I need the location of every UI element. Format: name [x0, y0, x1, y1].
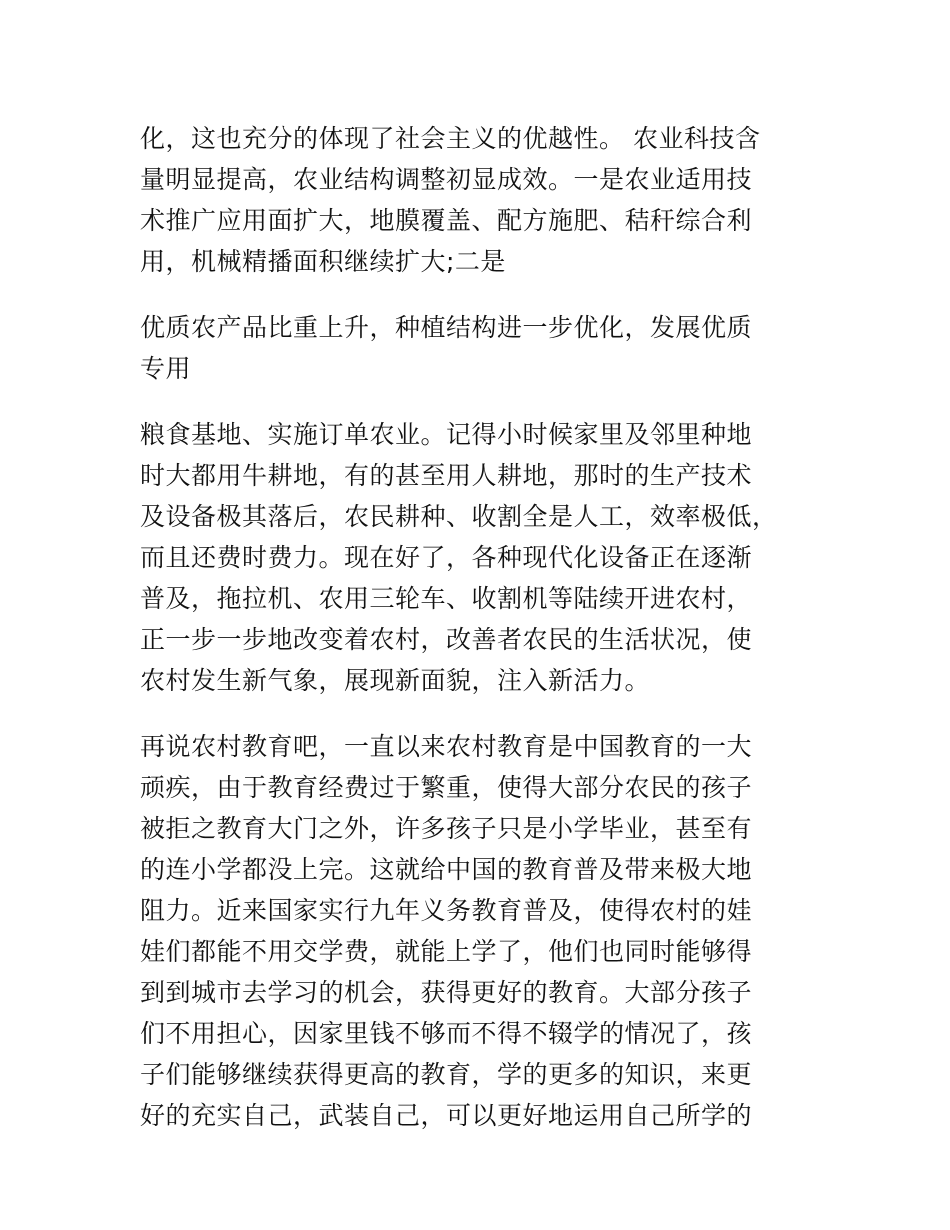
text-line: 普及，拖拉机、农用三轮车、收割机等陆续开进农村， [140, 584, 753, 613]
text-line: 而且还费时费力。现在好了，各种现代化设备正在逐渐 [140, 543, 753, 572]
text-line: 顽疾，由于教育经费过于繁重，使得大部分农民的孩子 [140, 773, 753, 802]
document-body [140, 118, 820, 1161]
text-line: 正一步一步地改变着农村，改善者农民的生活状况，使 [140, 625, 753, 654]
text-line: 量明显提高，农业结构调整初显成效。一是农业适用技 [140, 165, 753, 194]
text-line: 们不用担心，因家里钱不够而不得不辍学的情况了，孩 [140, 1019, 753, 1048]
text-line: 再说农村教育吧，一直以来农村教育是中国教育的一大 [140, 732, 753, 761]
paragraph-4 [140, 726, 820, 1136]
text-line: 及设备极其落后，农民耕种、收割全是人工，效率极低， [140, 502, 778, 531]
paragraph-1 [140, 118, 820, 282]
text-line: 的连小学都没上完。这就给中国的教育普及带来极大地 [140, 855, 753, 884]
text-line: 化，这也充分的体现了社会主义的优越性。 农业科技含 [140, 124, 761, 153]
text-line: 子们能够继续获得更高的教育，学的更多的知识，来更 [140, 1060, 753, 1089]
text-line: 阻力。近来国家实行九年义务教育普及，使得农村的娃 [140, 896, 753, 925]
text-line: 好的充实自己，武装自己，可以更好地运用自己所学的 [140, 1101, 753, 1130]
text-line: 农村发生新气象，展现新面貌，注入新活力。 [140, 666, 651, 695]
text-line: 被拒之教育大门之外，许多孩子只是小学毕业，甚至有 [140, 814, 753, 843]
text-line: 专用 [140, 354, 192, 383]
paragraph-2 [140, 307, 820, 389]
text-line: 时大都用牛耕地，有的甚至用人耕地，那时的生产技术 [140, 461, 753, 490]
text-line: 优质农产品比重上升，种植结构进一步优化，发展优质 [140, 313, 753, 342]
text-line: 用，机械精播面积继续扩大;二是 [140, 247, 506, 276]
paragraph-3 [140, 414, 820, 701]
text-line: 到到城市去学习的机会，获得更好的教育。大部分孩子 [140, 978, 753, 1007]
text-line: 术推广应用面扩大，地膜覆盖、配方施肥、秸秆综合利 [140, 206, 753, 235]
text-line: 娃们都能不用交学费，就能上学了，他们也同时能够得 [140, 937, 753, 966]
text-line: 粮食基地、实施订单农业。记得小时候家里及邻里种地 [140, 420, 753, 449]
